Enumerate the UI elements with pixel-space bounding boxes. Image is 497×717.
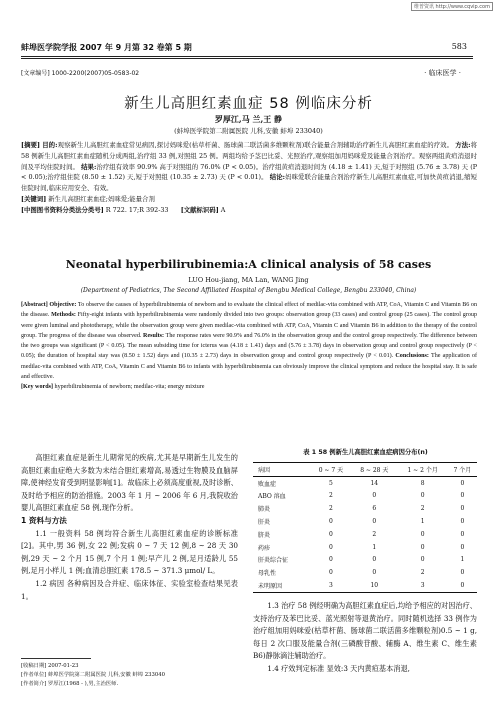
table-cell: 0 (460, 505, 465, 513)
methods-label-en: Methods: (51, 312, 76, 319)
table-cell: 0 (372, 556, 377, 564)
table-cell: 0 (460, 518, 465, 526)
affiliation-cn: (蚌埠医学院第二附属医院 儿科,安徽 蚌埠 233040) (174, 127, 323, 135)
footnote-rule (21, 658, 91, 659)
table-cell: 1 (420, 518, 425, 526)
methods-text-cn: 将 58 例新生儿高胆红素血症随机分成两组,治疗组 33 例,对照组 25 例。两组均给予茎巴比妥、光照治疗,观察组加用妈咪爱及能量合剂治疗。观察两组黄疸消退时间及平均住院时间。 (21, 141, 478, 171)
received-date: [收稿日期] 2007-01-23 (21, 663, 79, 669)
table-row (253, 566, 477, 579)
table-cell: 0 (328, 518, 333, 526)
table-cell: 0 (460, 582, 465, 590)
table-cell: 0 (328, 569, 333, 577)
footnotes (21, 662, 238, 689)
table-cell: 0 (372, 492, 377, 500)
keywords-en: hyperbilirubinemia of newborn; medilac-vita; energy mixture (54, 384, 205, 391)
table-header-row (253, 463, 477, 477)
keywords-label-cn: [关键词] (21, 194, 47, 203)
results-text-en: The response rates were 90.9% and 76.0% in the observation group and the control group respectively. The difference between the two groups was significant (P < 0.05). The mean subsiding time for icterus was (4.18 ± 1.41) days and (5.76 ± 3.78) days in observation group and control group respectively (P < 0.05); the duration of hospital stay was (8.50 ± 1.52) days and (10.35 ± 2.73) days in observation group and control group respectively (P < 0.01). (21, 332, 477, 360)
table-cell: 3 (328, 582, 333, 590)
article-number: [文章编号] 1000-2200(2007)05-0583-02 (21, 70, 140, 77)
section-label: · 临床医学 · (424, 69, 461, 77)
table-cell: 14 (370, 479, 379, 487)
table-header-cell: 0 ~ 7 天 (318, 466, 344, 474)
table-cell: 2 (328, 492, 333, 500)
doc-code-label: [文献标识码] (180, 205, 219, 214)
paragraph-general-data: 1.1 一般资料 58 例均符合新生儿高胆红素血症的诊断标准[2]。其中,男 36 例,女 22 例;发病 0 ~ 7 天 12 例,8 ~ 28 天 30 例,29 天 ~ 2 个月 15 例,7 个月 1 例;早产儿 2 例,足月适龄儿 55 例,足月小样儿 1 例;血清总胆红素 178.5 ~ 371.3 μmol/ L。 (21, 528, 238, 576)
table-cell: 败血症 (258, 480, 277, 488)
table-caption: 表 1 58 例新生儿高胆红素血症病因分布(n) (303, 449, 428, 456)
abstract-label-cn: [摘要] (21, 141, 41, 149)
conclusion-text-cn: 妈咪爱联合能量合剂治疗新生儿高胆红素血症,可加快黄疸消退,缩短住院时间,临床应用安全、有效。 (21, 173, 477, 193)
table-header-cell: 病因 (258, 466, 271, 474)
header-rule-thin (21, 58, 473, 59)
conclusions-label-en: Conclusions: (395, 353, 429, 360)
body-column-left (21, 452, 238, 603)
objective-text-cn: 观察新生儿高胆红素血症常见病因,探讨妈咪爱(枯草杆菌、肠球菌二联活菌多维颗粒剂)联合能量合剂辅助治疗新生儿高胆红素血症的疗效。 (57, 141, 454, 149)
section-heading-methods: 1 资料与方法 (21, 515, 67, 525)
table-cell: 10 (370, 582, 379, 590)
table-cell: 脐炎 (258, 531, 271, 539)
table-cell: 5 (328, 479, 333, 487)
paragraph-criteria: 1.4 疗效判定标准 显效:3 天内黄疸基本消退, (267, 663, 410, 673)
conclusions-text-en: The application of medilac-vita combined with ATP, CoA, Vitamin C and Vitamin B6 to infants with hyperbilirubinemia can obviously improve the clinical symptom and reduce the hospital stay. It is safe and effective. (21, 353, 478, 381)
table-cell: 肺炎 (258, 506, 271, 514)
paragraph-etiology: 1.2 病因 各种病因及合并症、临床体征、实验室检查结果见表 1。 (21, 578, 238, 601)
objective-label-cn: 目的: (42, 141, 58, 149)
table-cell: 2 (420, 505, 425, 513)
results-label-cn: 结果: (81, 162, 97, 171)
abstract-en (21, 300, 477, 393)
table-row (253, 528, 477, 541)
etiology-table (253, 462, 477, 593)
table-cell: 2 (420, 569, 425, 577)
conclusion-label-cn: 结论: (269, 173, 286, 182)
authors-en: LUO Hou-jiang, MA Lan, WANG Jing (188, 276, 309, 284)
table-cell: 肝炎 (258, 519, 271, 527)
table-cell: 2 (372, 530, 377, 538)
table-cell: 6 (372, 505, 377, 513)
table-row (253, 541, 477, 554)
table-row (253, 554, 477, 567)
table-cell: 0 (460, 479, 465, 487)
intro-paragraph: 高胆红素血症是新生儿期常见的疾病,尤其是早期新生儿发生的高胆红素血症绝大多数为未结合胆红素增高,易透过生物膜及血脑屏障,使神经发育受到明显影响[1]。故临床上必须高度重视,及时诊断、及时给予相应的防治措施。2003 年 1 月 ~ 2006 年 6 月,我院收治婴儿高胆红素血症 58 例,现作分析。 (21, 453, 238, 513)
table-row (253, 579, 477, 592)
table-cell: 1 (460, 556, 465, 564)
table-cell: 0 (372, 569, 377, 577)
clc-label: [中图图书资料分类法分类号] (21, 205, 104, 214)
table-cell: 1 (372, 543, 377, 551)
keywords-label-en: [Key words] (21, 384, 53, 391)
table-cell: 0 (460, 492, 465, 500)
table-cell: 0 (328, 530, 333, 538)
table-cell: 未明原因 (258, 583, 283, 591)
methods-text-en: Fifty-eight infants with hyperbilirubinemia were randomly divided into two groups: observation group (33 cases) and control group (25 cases). The control group were given luminal and phototherapy, while the observation group were given medilac-vita combined with ATP, CoA, Vitamin C and Vitamin B6 in addition to the therapy of the control group. The progress of the disease was observed. (21, 312, 478, 339)
objective-text-en: To observe the causes of hyperbilirubinemia of newborn and to evaluate the clinical effect of medilac-vita combined with ATP, CoA, Vitamin C and Vitamin B6 on the disease. (21, 302, 478, 319)
abstract-cn (21, 140, 477, 216)
page-number: 583 (451, 42, 467, 51)
author-bio: [作者简介] 罗厚江(1968 - ),男,主治医师. (21, 681, 119, 687)
authors-cn: 罗厚江,马 兰,王 静 (214, 114, 283, 124)
table-cell: 3 (420, 582, 425, 590)
table-cell: 0 (420, 492, 425, 500)
table-body (253, 476, 477, 592)
objective-label-en: Objective: (49, 302, 77, 308)
watermark-stamp: 维普资讯 http://www.cqvip.com (411, 2, 493, 11)
table-cell: 0 (328, 543, 333, 551)
table-cell: 0 (460, 543, 465, 551)
header-rule (21, 56, 473, 57)
body-column-right (253, 600, 477, 676)
doc-code: A (220, 205, 226, 214)
table-cell: 0 (328, 556, 333, 564)
table-header-cell: 1 ~ 2 个月 (407, 466, 438, 474)
paragraph-treatment: 1.3 治疗 58 例经明确为高胆红素血症后,均给予相应的对因治疗、支持治疗及苯巴比妥、蓝光照射等退黄治疗。同时随机选择 33 例作为治疗组加用妈咪爱(枯草杆菌、肠球菌二联活菌多维颗粒剂)0.5 ~ 1 g,每日 2 次口服及能量合剂(三磷酸苷酸、辅酶 A、维生素 C、维生素 B6)静脉滴注辅助治疗。 (253, 601, 477, 661)
table-cell: 0 (460, 530, 465, 538)
paper-title-en: Neonatal hyperbilirubinemia:A clinical analysis of 58 cases (65, 258, 432, 271)
results-label-en: Results: (143, 332, 165, 339)
paper-title-cn: 新生儿高胆红素血症 58 例临床分析 (124, 96, 373, 112)
keywords-cn: 新生儿高胆红素血症;妈咪爱;能量合剂 (48, 194, 155, 203)
journal-header: 蚌埠医学院学报 2007 年 9 月第 32 卷第 5 期 (21, 43, 192, 52)
table-cell: 8 (420, 479, 425, 487)
table-row (253, 502, 477, 515)
affiliation-en: (Department of Pediatrics, The Second Affiliated Hospital of Bengbu Medical College, Bengbu 233040, China) (80, 287, 417, 294)
table-cell: 母乳性 (258, 570, 277, 578)
table-row (253, 476, 477, 489)
table-cell: 0 (420, 543, 425, 551)
table-cell: 0 (420, 530, 425, 538)
table-header-cell: 7 个月 (453, 466, 472, 474)
table-cell: 2 (328, 505, 333, 513)
table-cell: 肝炎综合征 (258, 557, 289, 565)
table-cell: 0 (460, 569, 465, 577)
methods-label-cn: 方法: (455, 141, 471, 149)
table-row (253, 515, 477, 528)
table-cell: 0 (420, 556, 425, 564)
author-unit: [作者单位] 蚌埠医学院第二附属医院 儿科,安徽 蚌埠 233040 (21, 672, 166, 678)
results-text-cn: 治疗组有效率 90.9% 高于对照组的 76.0% (P < 0.05)。治疗组黄疸消退时间为 (4.18 ± 1.41) 天,短于对照组 (5.76 ± 3.78) 天 (P < 0.05);治疗组住院 (8.50 ± 1.52) 天,短于对照组 (10.35 ± 2.73) 天 (P < 0.01)。 (21, 162, 477, 182)
table-header-cell: 8 ~ 28 天 (360, 466, 389, 474)
clc-code: R 722. 17;R 392-33 (105, 205, 169, 214)
abstract-label-en: [Abstract] (21, 302, 48, 308)
table-cell: ABO 溶血 (258, 493, 286, 501)
table-row (253, 490, 477, 503)
table-cell: 药疹 (258, 544, 271, 552)
table-cell: 0 (372, 518, 377, 526)
